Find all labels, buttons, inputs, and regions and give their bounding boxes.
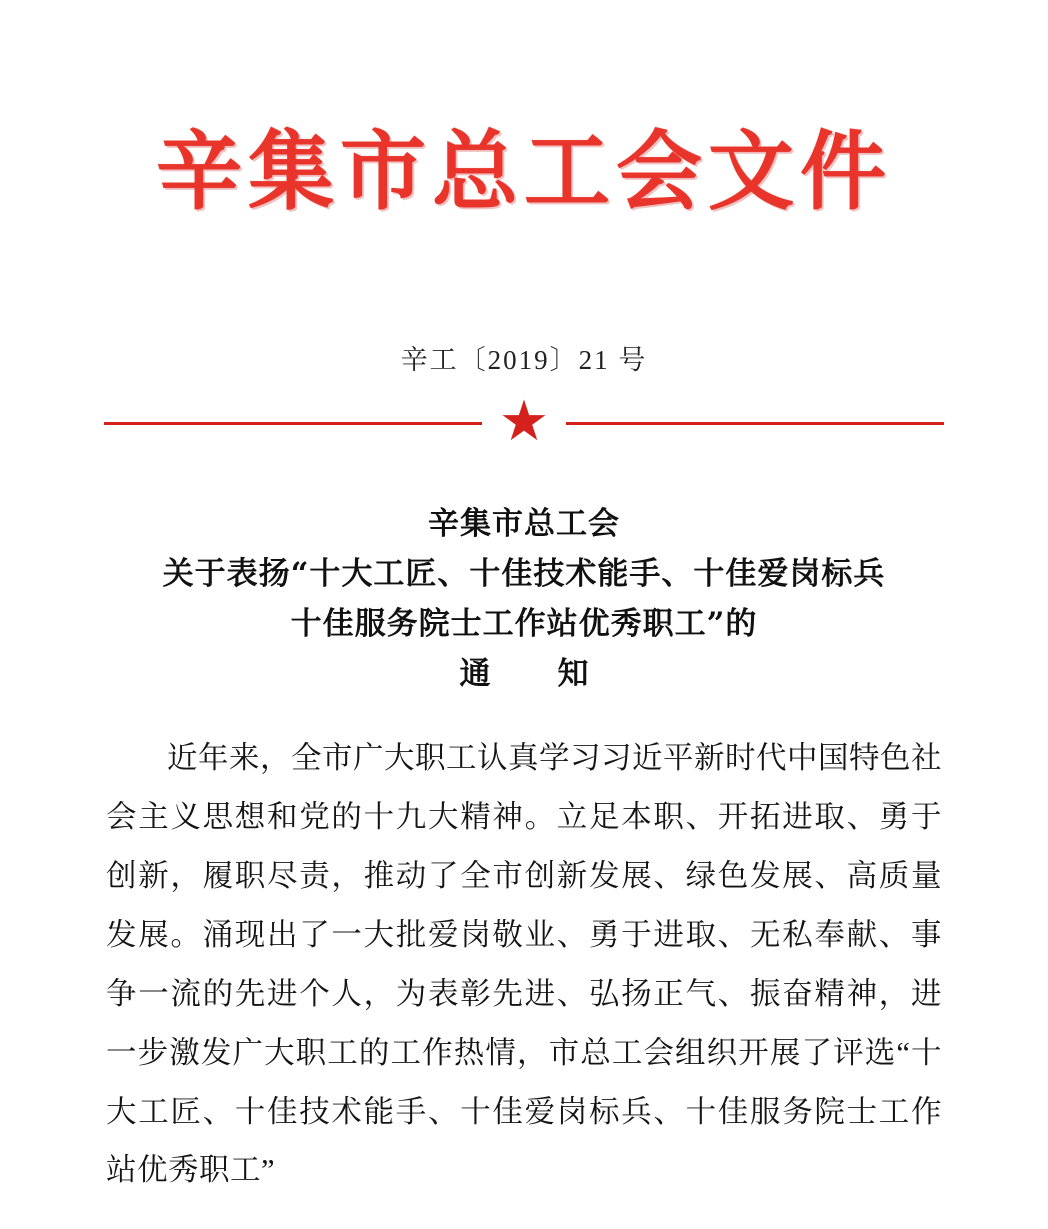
red-rule-left xyxy=(104,422,482,425)
masthead-title: 辛集市总工会文件 xyxy=(156,121,892,222)
red-rule-right xyxy=(566,422,944,425)
title-line-issuer: 辛集市总工会 xyxy=(428,505,620,542)
title-line-subject-2: 十佳服务院士工作站优秀职工”的 xyxy=(290,605,758,642)
red-rule-with-star xyxy=(104,390,944,453)
title-line-doctype: 通 知 xyxy=(459,656,607,693)
title-line-subject-1: 关于表扬“十大工匠、十佳技术能手、十佳爱岗标兵 xyxy=(162,555,886,592)
document-number: 辛工〔2019〕21 号 xyxy=(400,344,648,375)
masthead xyxy=(0,0,1048,226)
document-title xyxy=(0,499,1048,700)
red-star-icon: ★ xyxy=(498,390,550,453)
document-body xyxy=(106,729,942,1200)
body-paragraph-1: 近年来，全市广大职工认真学习习近平新时代中国特色社会主义思想和党的十九大精神。立足本职、开拓进取、勇于创新，履职尽责，推动了全市创新发展、绿色发展、高质量发展。涌现出了一大批爱岗敬业、勇于进取、无私奉献、事争一流的先进个人，为表彰先进、弘扬正气、振奋精神，进一步激发广大职工的工作热情，市总工会组织开展了评选“十大工匠、十佳技术能手、十佳爱岗标兵、十佳服务院士工作站优秀职工” xyxy=(106,741,942,1188)
